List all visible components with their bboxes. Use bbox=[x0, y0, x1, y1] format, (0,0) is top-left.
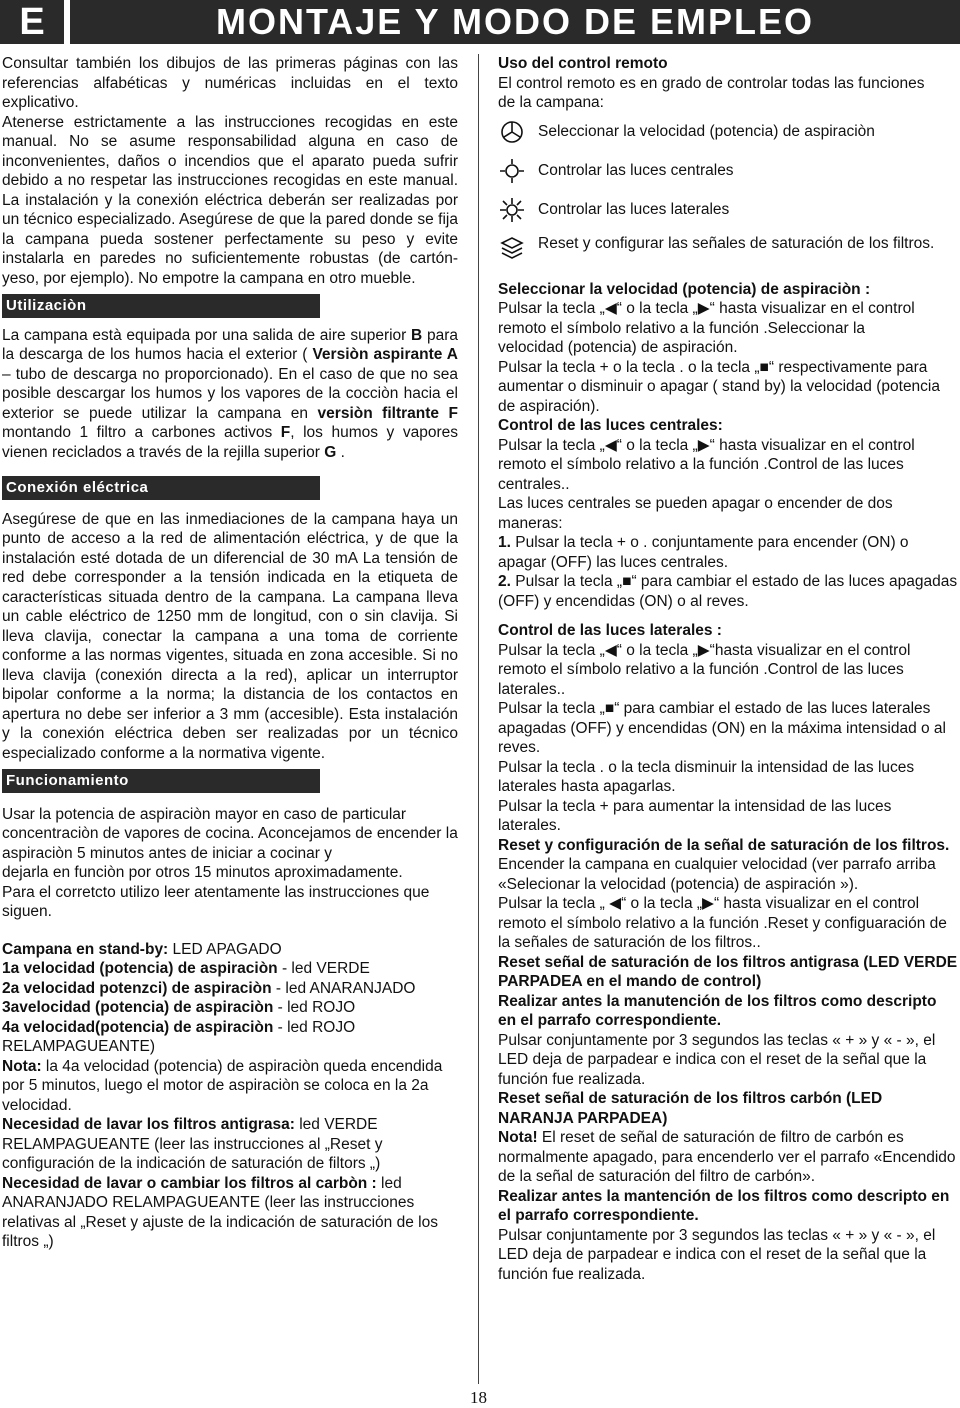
icon-fan-label: Seleccionar la velocidad (potencia) de aspiraciòn bbox=[538, 123, 875, 141]
sel-text-3: Pulsar la tecla + o la tecla . o la tecla „■“ respectivamente para aumentar o disminuir o apagar ( stand by) la velocidad (potencia de aspiración). bbox=[498, 358, 940, 415]
speed-3-line: 3avelocidad (potencia) de aspiraciòn - led ROJO bbox=[2, 999, 356, 1016]
section-funcionamiento-title: Funcionamiento bbox=[2, 769, 320, 793]
right-arrow-icon: ▶ bbox=[702, 895, 714, 912]
utilizacion-text: La campana està equipada por una salida de aire superior B para la descarga de los humos hacia el exterior ( Versiòn aspirante A – tubo de descarga no proporcionado). En el caso de que no sea posible descargar los humos y los vapores de la cocciòn hacia el exterior se puede utilizar la campana en versiòn filtrante F montando 1 filtro a carbones activos F, los humos y vapores vienen reciclados a través de la rejilla superior G . bbox=[2, 326, 458, 461]
rsc-text: Nota! El reset de señal de saturación de filtro de carbón es normalmente apagado, para encenderlo ver el parrafo «Encendido de la señal de saturación del filtro de carbón». bbox=[498, 1129, 956, 1185]
cl-text-3: Pulsar la tecla . o la tecla disminuir la intensidad de las luces laterales hasta apagarlas. bbox=[498, 758, 915, 795]
standby-line: Campana en stand-by: LED APAGADO bbox=[2, 940, 282, 958]
cl-text-4: Pulsar la tecla + para aumentar la intensidad de las luces laterales. bbox=[498, 797, 892, 834]
speed-1-line: 1a velocidad (potencia) de aspiraciòn - led VERDE bbox=[2, 960, 370, 977]
cc-item-2: 2. Pulsar la tecla „■“ para cambiar el estado de las luces apagadas (OFF) y encendidas (ON) o al reves. bbox=[498, 573, 958, 610]
sel-text-2: velocidad (potencia) de aspiración. bbox=[498, 339, 738, 356]
section-utilizacion-title: Utilizaciòn bbox=[2, 294, 320, 318]
language-label: E bbox=[0, 0, 64, 44]
rsa-subtitle: Realizar antes la manutención de los filtros como descripto en el parrafo correspondiente. bbox=[498, 992, 937, 1029]
column-divider bbox=[478, 54, 479, 1384]
rsa-text: Pulsar conjuntamente por 3 segundos las teclas « + » y « - », el LED deja de parpadear e indica con el reset de la señal que la función fue realizada. bbox=[498, 1031, 936, 1088]
funcionamiento-text-3: Para el corretcto utilizo leer atentamente las instrucciones que bbox=[2, 883, 430, 901]
conexion-text: Asegúrese de que en las inmediaciones de la campana haya un punto de acceso a la red de alimentación eléctrica, y de que la instalación esté dotada de un diferencial de 30 mA La tensión de red debe corresponder a la tensión indicada en la etiqueta de características situada dentro de la campana. La campana lleva un cable eléctrico de 1250 mm de longitud, con o sin clavija. Si lleva clavija, conectar la campana a una toma de corriente conforme a las normas vigentes, situada en zona accesible. Si no lleva clavija (conexión directa a la red), aplicar un interruptor bipolar conforme a la norma; la distancia de los contactos en apertura no debe ser inferior a 3 mm (accesible). Esta instalación y la conexión eléctrica deben ser realizadas por un técnico especializado conforme a la normativa vigente. bbox=[2, 510, 458, 762]
cl-text: Pulsar la tecla „◀“ o la tecla „▶“hasta visualizar en el control remoto el símbolo relativo a la función .Control de las luces laterales.. bbox=[498, 641, 911, 698]
sel-text: Pulsar la tecla „◀“ o la tecla „▶“ hasta visualizar en el control remoto el símbolo relativo a la función .Seleccionar la bbox=[498, 300, 915, 337]
cl-text-2: Pulsar la tecla „■“ para cambiar el estado de las luces laterales apagadas (OFF) y encendidas (ON) en la máxima intensidad o al reves. bbox=[498, 700, 946, 756]
section-conexion-title: Conexión eléctrica bbox=[2, 476, 320, 500]
fan-icon bbox=[498, 118, 526, 146]
page-header bbox=[0, 0, 960, 46]
intro-text-2: Atenerse estrictamente a las instrucciones recogidas en este manual. No se asume responsabilidad alguna en caso de inconvenientes, daños o incendios que el aparato pueda sufrir debido a no respetar las instrucciones recogidas en este manual. La instalación y la conexión eléctrica deberán ser realizadas por un técnico especializado. Asegúrese de que la pared donde se fija la campana pueda sostener perfectamente su peso y evite instalarla en paredes no suficientemente robustas (de cartón-yeso, por ejemplo). No empotre la campana en otro mueble. bbox=[2, 113, 458, 287]
sel-title: Seleccionar la velocidad (potencia) de aspiraciòn : bbox=[498, 280, 871, 298]
left-arrow-icon: ◀ bbox=[609, 895, 622, 912]
necesidad-2-line: Necesidad de lavar o cambiar los filtros al carbòn : led ANARANJADO RELAMPAGUEANTE (leer las instrucciones relativas al „Reset y ajuste de la indicación de saturación de los filtros „) bbox=[2, 1174, 438, 1250]
rsa-title: Reset señal de saturación de los filtros antigrasa (LED VERDE PARPADEA en el mando de control) bbox=[498, 953, 958, 990]
stop-icon: ■ bbox=[622, 573, 632, 590]
cc-item-1: 1. Pulsar la tecla + o . conjuntamente para encender (ON) o apagar (OFF) las luces centrales. bbox=[498, 534, 909, 571]
icon-row-fan bbox=[498, 113, 958, 152]
stop-icon: ■ bbox=[604, 700, 615, 717]
necesidad-1-line: Necesidad de lavar los filtros antigrasa: led VERDE RELAMPAGUEANTE (leer las instrucciones al „Reset y configuración de la indicación de saturación de filtors „) bbox=[2, 1116, 383, 1172]
filter-icon bbox=[498, 234, 526, 262]
rsc-title: Reset señal de saturación de los filtros carbón (LED NARANJA PARPADEA) bbox=[498, 1090, 883, 1127]
icon-side-label: Controlar las luces laterales bbox=[538, 201, 730, 219]
left-arrow-icon: ◀ bbox=[604, 300, 617, 317]
rs-title: Reset y configuración de la señal de saturación de los filtros. bbox=[498, 836, 950, 854]
funcionamiento-text-2: dejarla en funciòn por otros 15 minutos aproximadamente. bbox=[2, 864, 403, 881]
remote-text: El control remoto es en grado de controlar todas las funciones bbox=[498, 74, 925, 92]
right-column bbox=[498, 54, 958, 1284]
speed-2-line: 2a velocidad potenzci) de aspiraciòn - led ANARANJADO bbox=[2, 979, 416, 997]
page-number: 18 bbox=[470, 1388, 487, 1407]
speed-4-line: 4a velocidad(potencia) de aspiraciòn - led ROJO RELAMPAGUEANTE) bbox=[2, 1018, 356, 1055]
right-arrow-icon: ▶ bbox=[697, 436, 710, 454]
nota-line: Nota: la 4a velocidad (potencia) de aspiraciòn queda encendida por 5 minutos, luego el motor de aspiraciòn se coloca en la 2a velocidad. bbox=[2, 1057, 443, 1114]
sun-icon bbox=[498, 196, 526, 224]
cc-title: Control de las luces centrales: bbox=[498, 417, 723, 434]
light-icon bbox=[498, 157, 526, 185]
right-arrow-icon: ▶ bbox=[697, 641, 710, 659]
rs-text: Encender la campana en cualquier velocidad (ver parrafo arriba «Selecionar la velocidad (potencia) de aspiración »). bbox=[498, 856, 936, 893]
rsc-text-2: Pulsar conjuntamente por 3 segundos las teclas « + » y « - », el LED deja de parpadear e indica con el reset de la señal que la función fue realizada. bbox=[498, 1226, 936, 1283]
icon-filter-label: Reset y configurar las señales de saturación de los filtros. bbox=[538, 234, 935, 252]
funcionamiento-text: Usar la potencia de aspiraciòn mayor en caso de particular concentraciòn de vapores de cocina. Aconcejamos de encender la aspiraciòn 5 minutos antes de iniciar a cocinar y bbox=[2, 805, 458, 862]
page-title: MONTAJE Y MODO DE EMPLEO bbox=[70, 0, 960, 44]
icon-row-filter bbox=[498, 234, 958, 262]
icon-row-side-light bbox=[498, 191, 958, 230]
icon-row-central-light bbox=[498, 152, 958, 191]
funcionamiento-text-4: siguen. bbox=[2, 903, 52, 920]
left-arrow-icon: ◀ bbox=[604, 436, 617, 454]
icon-central-label: Controlar las luces centrales bbox=[538, 162, 734, 180]
left-arrow-icon: ◀ bbox=[604, 641, 617, 659]
rsc-subtitle: Realizar antes la mantención de los filtros como descripto en el parrafo correspondiente. bbox=[498, 1187, 950, 1224]
cl-title: Control de las luces laterales : bbox=[498, 622, 722, 639]
cc-text-2: Las luces centrales se pueden apagar o encender de dos maneras: bbox=[498, 495, 893, 532]
intro-text: Consultar también los dibujos de las primeras páginas con las referencias alfabéticas y numéricas incluidas en el texto explicativo. bbox=[2, 55, 458, 111]
rs-text-2: Pulsar la tecla „ ◀“ o la tecla „▶“ hasta visualizar en el control remoto el símbolo relativo a la función .Reset y configuaración de la señales de saturación de los filtros.. bbox=[498, 895, 947, 951]
stop-icon: ■ bbox=[759, 358, 769, 376]
remote-text-2: de la campana: bbox=[498, 94, 604, 111]
cc-text: Pulsar la tecla „◀“ o la tecla „▶“ hasta visualizar en el control remoto el símbolo relativo a la función .Control de las luces centrales.. bbox=[498, 436, 915, 493]
left-column bbox=[2, 54, 458, 1252]
right-arrow-icon: ▶ bbox=[697, 300, 710, 317]
remote-title: Uso del control remoto bbox=[498, 55, 668, 72]
